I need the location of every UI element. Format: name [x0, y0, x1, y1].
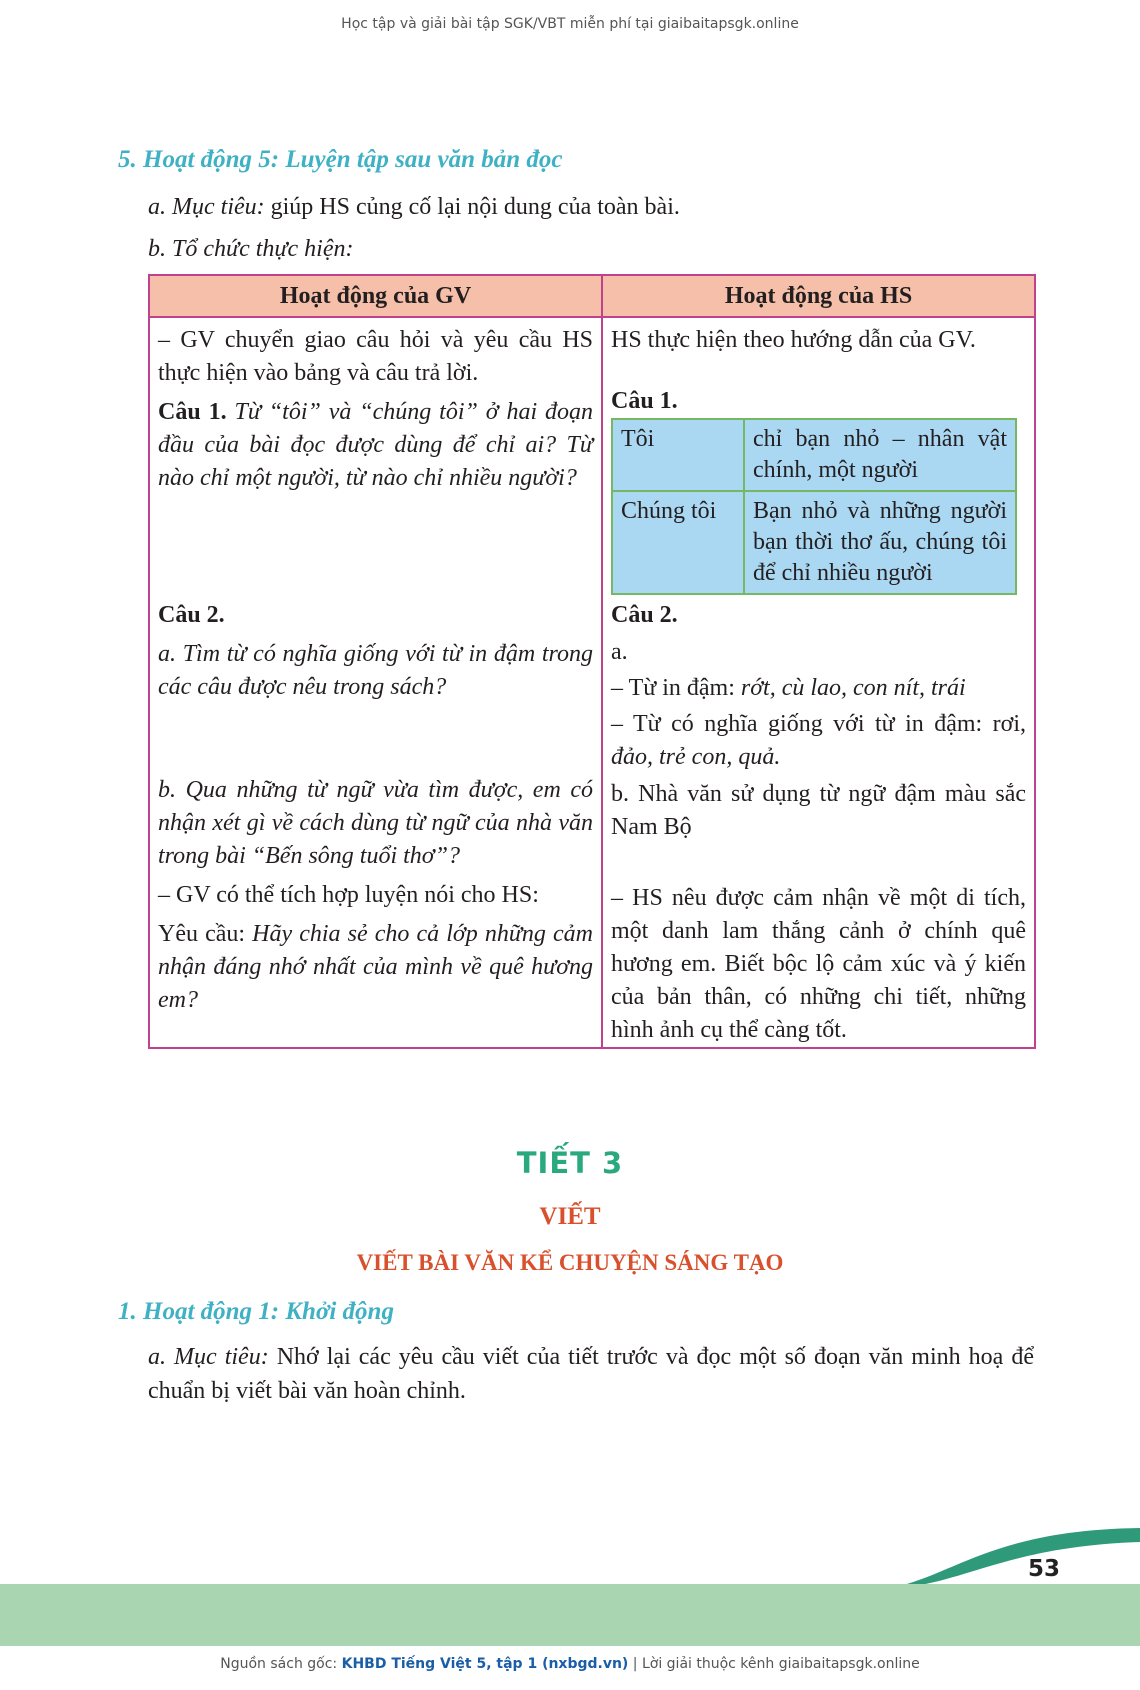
gv-question-2-label: Câu 2. — [158, 602, 225, 628]
hs-cell-q2 — [602, 595, 1035, 1047]
footer-band — [0, 1584, 1140, 1646]
page-number: 53 — [1027, 1556, 1060, 1582]
hs-answer-2-label: Câu 2. — [611, 602, 678, 628]
objective-label: a. Mục tiêu: — [148, 194, 265, 220]
answer-word: Tôi — [612, 419, 744, 491]
source-book-link[interactable]: KHBD Tiếng Việt 5, tập 1 (nxbgd.vn) — [341, 1656, 629, 1672]
answer-1-row — [612, 491, 1016, 594]
gv-speaking: – GV có thể tích hợp luyện nói cho HS: — [158, 882, 539, 908]
activity1-title: 1. Hoạt động 1: Khởi động — [118, 1298, 394, 1325]
lesson-tiet: TIẾT 3 — [516, 1146, 624, 1180]
lesson-viet: VIẾT — [539, 1203, 601, 1230]
hs-answer-2a-line1: – Từ in đậm: rớt, cù lao, con nít, trái — [611, 675, 966, 701]
answer-word: Chúng tôi — [612, 491, 744, 594]
gv-question-2a: a. Tìm từ có nghĩa giống với từ in đậm trong các câu được nêu trong sách? — [158, 641, 593, 700]
activity1-objective: a. Mục tiêu: Nhớ lại các yêu cầu viết của tiết trước và đọc một số đoạn văn minh hoạ để chuẩn bị viết bài văn hoàn chỉnh. — [148, 1344, 1035, 1404]
header-gv: Hoạt động của GV — [149, 275, 602, 317]
answer-meaning: Bạn nhỏ và những người bạn thời thơ ấu, chúng tôi để chỉ nhiều người — [744, 491, 1016, 594]
gv-cell-q1 — [149, 317, 602, 595]
gv-request: Yêu cầu: Hãy chia sẻ cho cả lớp những cảm nhận đáng nhớ nhất của mình về quê hương em? — [158, 921, 593, 1013]
gv-question-2b: b. Qua những từ ngữ vừa tìm được, em có nhận xét gì về cách dùng từ ngữ của nhà văn trong bài “Bến sông tuổi thơ”? — [158, 777, 593, 869]
gv-intro: – GV chuyển giao câu hỏi và yêu cầu HS thực hiện vào bảng và câu trả lời. — [158, 327, 593, 386]
gv-question-1: Câu 1. Từ “tôi” và “chúng tôi” ở hai đoạn đầu của bài đọc được dùng để chỉ ai? Từ nào chỉ một người, từ nào chỉ nhiều người? — [158, 399, 593, 491]
hs-intro: HS thực hiện theo hướng dẫn của GV. — [611, 327, 976, 353]
bottom-banner: Nguồn sách gốc: KHBD Tiếng Việt 5, tập 1 (nxbgd.vn) | Lời giải thuộc kênh giaibaitapsgk.online — [220, 1656, 920, 1672]
hs-answer-2a-line2: – Từ có nghĩa giống với từ in đậm: rơi, đảo, trẻ con, quả. — [611, 711, 1026, 770]
activity5-objective — [148, 190, 680, 224]
answer-1-row — [612, 419, 1016, 491]
answer-1-table — [611, 418, 1017, 595]
hs-answer-2b: b. Nhà văn sử dụng từ ngữ đậm màu sắc Nam Bộ — [611, 781, 1026, 840]
hs-answer-1-label: Câu 1. — [611, 388, 678, 414]
header-hs: Hoạt động của HS — [602, 275, 1035, 317]
gv-cell-q2 — [149, 595, 602, 1047]
objective-text: giúp HS củng cố lại nội dung của toàn bài. — [264, 194, 680, 220]
activity5-title: 5. Hoạt động 5: Luyện tập sau văn bản đọc — [118, 146, 563, 173]
lesson-subtitle: VIẾT BÀI VĂN KỂ CHUYỆN SÁNG TẠO — [356, 1250, 784, 1275]
hs-answer-2a-label: a. — [611, 639, 628, 665]
hs-speaking: – HS nêu được cảm nhận về một di tích, một danh lam thắng cảnh ở chính quê hương em. Biết bộc lộ cảm xúc và ý kiến của bản thân, có những chi tiết, những hình ảnh cụ thể càng tốt. — [611, 885, 1026, 1043]
top-banner: Học tập và giải bài tập SGK/VBT miễn phí tại giaibaitapsgk.online — [341, 16, 799, 32]
answer-meaning: chỉ bạn nhỏ – nhân vật chính, một người — [744, 419, 1016, 491]
activity5-organize: b. Tổ chức thực hiện: — [148, 236, 354, 262]
hs-cell-q1 — [602, 317, 1035, 595]
activity-table — [148, 274, 1036, 1049]
